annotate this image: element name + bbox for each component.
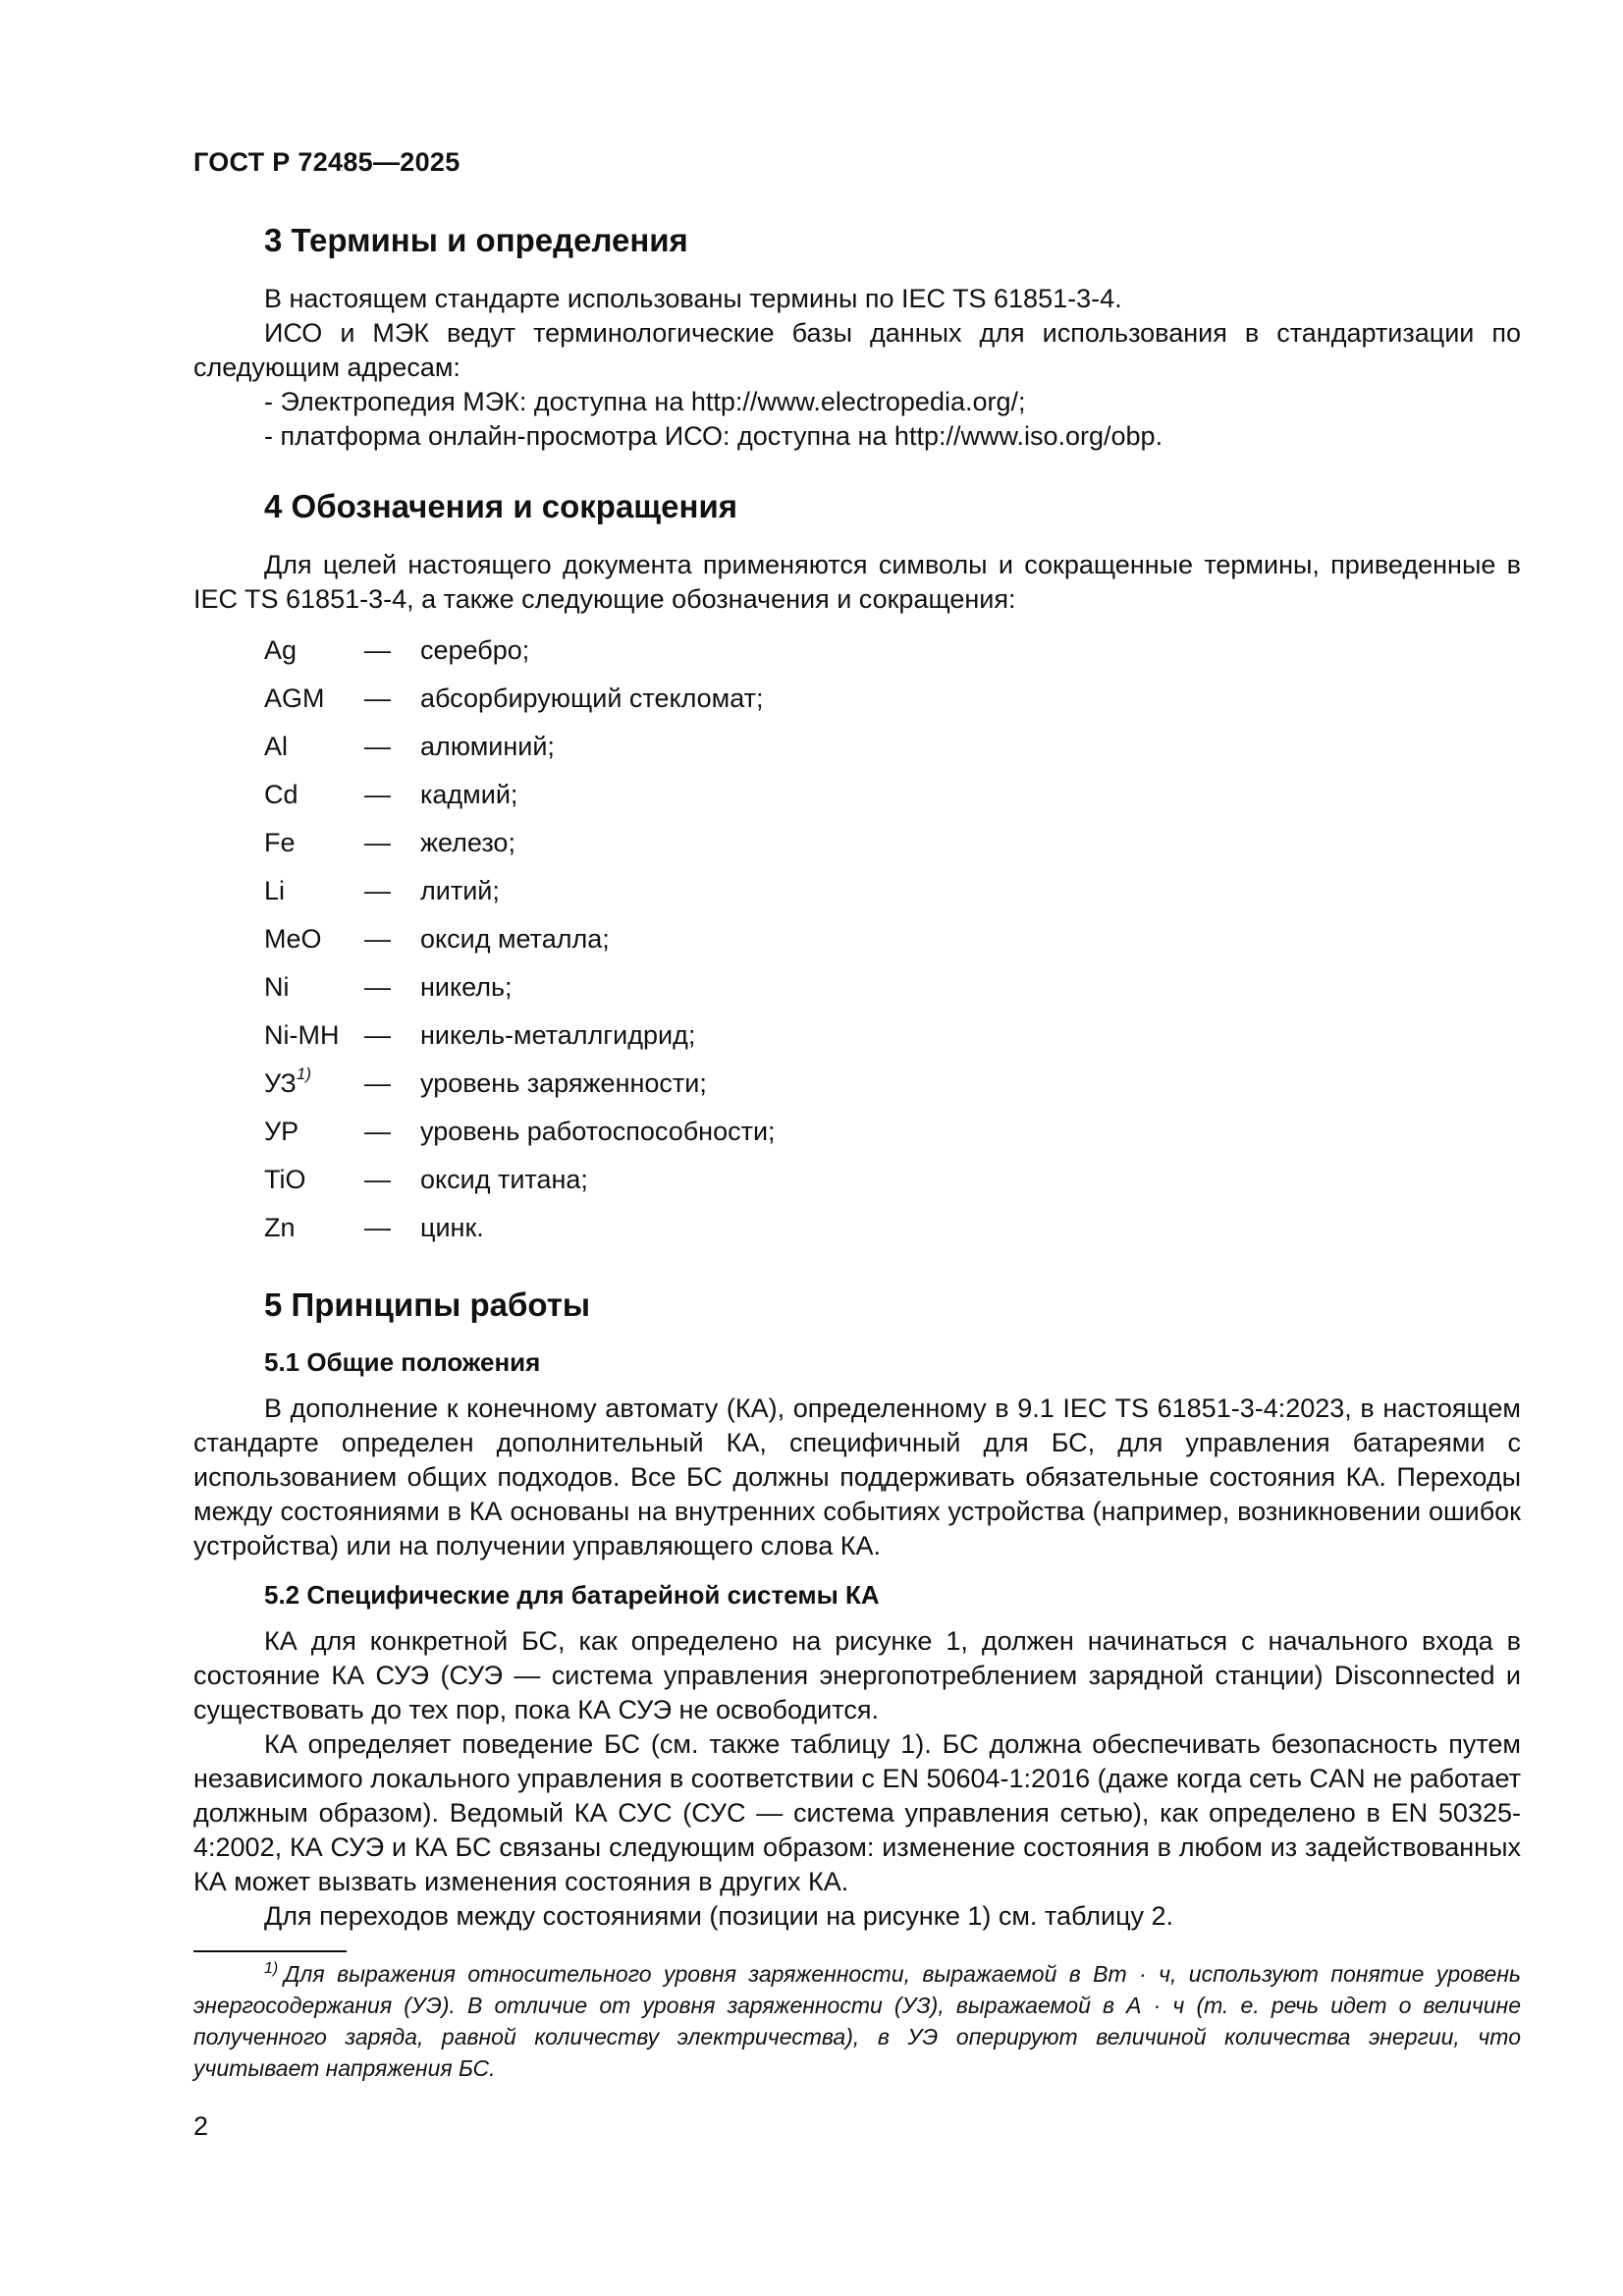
section-3-title: 3 Термины и определения xyxy=(264,222,688,258)
footnote-text: Для выражения относительного уровня заряженности, выражаемой в Вт · ч, используют понятие уровень энергосодержания (УЭ). В отличие от уровня заряженности (УЗ), выражаемой в А · ч (т. е. речь идет о величине полученного заряда, равной количеству электричества), в УЭ оперируют величиной количества энергии, что учитывает напряжения БС. xyxy=(193,1961,1521,2081)
abbreviation-row xyxy=(264,1011,776,1060)
abbreviation-row xyxy=(264,1204,776,1252)
section-3-list-item-2: - платформа онлайн-просмотра ИСО: доступна на http://www.iso.org/obp. xyxy=(264,421,1163,451)
abbreviations-list xyxy=(264,627,776,1252)
subsection-5-2-paragraph-2: КА определяет поведение БС (см. также таблицу 1). БС должна обеспечивать безопасность путем независимого локального управления в соответствии с EN 50604-1:2016 (даже когда сеть CAN не работает должным образом). Ведомый КА СУС (СУС — система управления сетью), как определено в EN 50325-4:2002, КА СУЭ и КА БС связаны следующим образом: изменение состояния в любом из задействованных КА может вызвать изменения состояния в других КА. xyxy=(193,1729,1521,1896)
subsection-5-1-title: 5.1 Общие положения xyxy=(264,1347,541,1377)
abbreviation-term: Cd xyxy=(264,780,298,809)
footnote-separator xyxy=(193,1950,347,1952)
abbreviation-definition: никель-металлгидрид; xyxy=(420,1020,696,1050)
abbreviation-term: УР xyxy=(264,1117,299,1146)
abbreviation-row xyxy=(264,1156,776,1204)
page-number: 2 xyxy=(193,2111,209,2141)
abbreviation-term: Ag xyxy=(264,635,298,665)
subsection-5-2-paragraph-1: КА для конкретной БС, как определено на рисунке 1, должен начинаться с начального входа в состояние КА СУЭ (СУЭ — система управления энергопотреблением зарядной станции) Disconnected и существовать до тех пор, пока КА СУЭ не освободится. xyxy=(193,1626,1521,1724)
abbreviation-dash: — xyxy=(364,972,391,1002)
abbreviation-definition: литий; xyxy=(420,876,500,905)
abbreviation-term: Zn xyxy=(264,1213,296,1242)
subsection-5-2-paragraph-3: Для переходов между состояниями (позиции на рисунке 1) см. таблицу 2. xyxy=(264,1901,1174,1931)
abbreviation-definition: оксид металла; xyxy=(420,924,610,954)
abbreviation-term: Ni xyxy=(264,972,290,1002)
subsection-5-1-paragraph: В дополнение к конечному автомату (КА), определенному в 9.1 IEC TS 61851-3-4:2023, в настоящем стандарте определен дополнительный КА, специфичный для БС, для управления батареями с использованием общих подходов. Все БС должны поддерживать обязательные состояния КА. Переходы между состояниями в КА основаны на внутренних событиях устройства (например, возникновении ошибок устройства) или на получении управляющего слова КА. xyxy=(193,1394,1521,1560)
abbreviation-row xyxy=(264,675,776,723)
abbreviation-definition: алюминий; xyxy=(420,732,555,761)
abbreviation-dash: — xyxy=(364,1213,391,1242)
running-header: ГОСТ Р 72485—2025 xyxy=(193,147,460,177)
abbreviation-row xyxy=(264,771,776,819)
abbreviation-definition: серебро; xyxy=(420,635,530,665)
footnote-mark: 1) xyxy=(264,1960,279,1978)
abbreviation-term-with-footnote xyxy=(264,1060,364,1108)
abbreviation-term: Al xyxy=(264,732,289,761)
abbreviation-term: Ni-MH xyxy=(264,1020,340,1050)
abbreviation-definition: абсорбирующий стекломат; xyxy=(420,683,764,713)
abbreviation-definition: уровень работоспособности; xyxy=(420,1117,776,1146)
section-4-intro: Для целей настоящего документа применяются символы и сокращенные термины, приведенные в IEC TS 61851-3-4, а также следующие обозначения и сокращения: xyxy=(193,550,1521,614)
abbreviation-row xyxy=(264,867,776,915)
abbreviation-row xyxy=(264,1060,776,1108)
section-3-paragraph-2: ИСО и МЭК ведут терминологические базы данных для использования в стандартизации по следующим адресам: xyxy=(193,318,1521,382)
abbreviation-term: TiO xyxy=(264,1165,306,1194)
abbreviation-definition: оксид титана; xyxy=(420,1165,588,1194)
abbreviation-row xyxy=(264,963,776,1011)
abbreviation-dash: — xyxy=(364,1165,391,1194)
page-content xyxy=(193,221,1521,1934)
abbreviation-row xyxy=(264,1108,776,1156)
subsection-5-2-title: 5.2 Специфические для батарейной системы КА xyxy=(264,1580,880,1610)
section-3-list-item-1: - Электропедия МЭК: доступна на http://www.electropedia.org/; xyxy=(264,387,1026,416)
section-5-title: 5 Принципы работы xyxy=(264,1286,591,1323)
abbreviation-definition: уровень заряженности; xyxy=(420,1068,707,1098)
abbreviation-term: AGM xyxy=(264,683,325,713)
abbreviation-term: УЗ xyxy=(264,1068,297,1098)
abbreviation-dash: — xyxy=(364,924,391,954)
abbreviation-dash: — xyxy=(364,780,391,809)
abbreviation-dash: — xyxy=(364,1020,391,1050)
footnote xyxy=(193,1958,1521,2084)
abbreviation-dash: — xyxy=(364,683,391,713)
abbreviation-dash: — xyxy=(364,828,391,857)
abbreviation-term: MeO xyxy=(264,924,322,954)
abbreviation-row xyxy=(264,819,776,867)
abbreviation-definition: цинк. xyxy=(420,1213,484,1242)
abbreviation-definition: никель; xyxy=(420,972,513,1002)
abbreviation-dash: — xyxy=(364,1068,391,1098)
abbreviation-definition: железо; xyxy=(420,828,515,857)
abbreviation-dash: — xyxy=(364,1117,391,1146)
footnote-reference: 1) xyxy=(296,1065,311,1083)
abbreviation-row xyxy=(264,915,776,963)
abbreviation-dash: — xyxy=(364,732,391,761)
abbreviation-dash: — xyxy=(364,876,391,905)
abbreviation-dash: — xyxy=(364,635,391,665)
abbreviation-term: Fe xyxy=(264,828,296,857)
abbreviation-term: Li xyxy=(264,876,286,905)
abbreviation-row xyxy=(264,723,776,771)
abbreviation-definition: кадмий; xyxy=(420,780,518,809)
section-3-paragraph-1: В настоящем стандарте использованы термины по IEC TS 61851-3-4. xyxy=(264,284,1122,313)
section-4-title: 4 Обозначения и сокращения xyxy=(264,488,737,524)
abbreviation-row xyxy=(264,627,776,675)
